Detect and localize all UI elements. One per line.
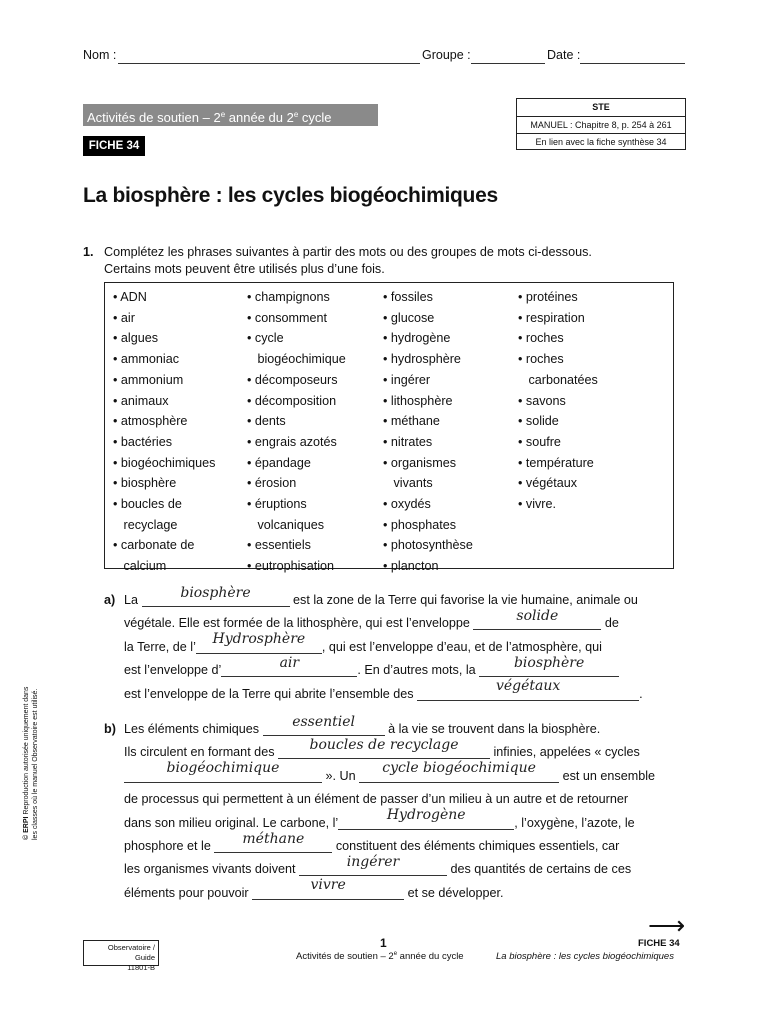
answer-blank[interactable]: boucles de recyclage <box>278 741 490 759</box>
footer-center: Activités de soutien – 2e année du cycle <box>296 951 464 962</box>
word-bank-item: recyclage <box>113 517 178 532</box>
word-bank-item: • oxydés <box>383 497 431 512</box>
word-bank-item: • carbonate de <box>113 538 195 553</box>
answer-blank[interactable]: végétaux <box>417 683 639 701</box>
word-bank-item: • ammonium <box>113 372 184 387</box>
part-a: La biosphère est la zone de la Terre qui favorise la vie humaine, animale ou végétale. Elle est formée de la lithosphère, qui est l’enveloppe solide de la Terre, de l’ Hydrosphère , qui est l’enveloppe d’eau, et de l’atmosphère, qui est l’enveloppe d’ air . En d’autres mots, la biosphère est l’enveloppe de la Terre qui abrite l’ensemble des végétaux . <box>124 584 643 701</box>
ste-lien: En lien avec la fiche synthèse 34 <box>535 137 667 147</box>
ste-title: STE <box>517 99 685 117</box>
word-bank-item: • eutrophisation <box>247 559 335 574</box>
word-bank-item: • dents <box>247 414 286 429</box>
word-bank-col-3 <box>383 287 473 577</box>
word-bank-item: • soufre <box>518 434 561 449</box>
next-page-arrow: ⟶ <box>648 910 686 940</box>
word-bank-item: • photosynthèse <box>383 538 473 553</box>
answer-blank[interactable]: ingérer <box>299 858 447 876</box>
word-bank-item: • animaux <box>113 393 169 408</box>
word-bank-item: • ingérer <box>383 372 431 387</box>
word-bank-item: • ADN <box>113 290 147 304</box>
word-bank-item: vivants <box>383 476 433 491</box>
word-bank-item: • épandage <box>247 455 311 470</box>
word-bank-item: biogéochimique <box>247 352 346 367</box>
word-bank-item: • air <box>113 310 135 325</box>
word-bank-item: • ammoniac <box>113 352 180 367</box>
word-bank-item: • hydrogène <box>383 331 451 346</box>
word-bank-item: • vivre. <box>518 497 556 512</box>
word-bank-item: • bactéries <box>113 434 173 449</box>
page-number: 1 <box>380 936 387 950</box>
fiche-badge: FICHE 34 <box>83 136 145 156</box>
answer-blank[interactable]: Hydrogène <box>338 812 514 830</box>
word-bank-item: • décomposeurs <box>247 372 338 387</box>
groupe-label: Groupe : <box>422 48 471 62</box>
word-bank-item: • biosphère <box>113 476 177 491</box>
word-bank-item: calcium <box>113 559 167 574</box>
word-bank-item: • respiration <box>518 310 585 325</box>
word-bank-item: • fossiles <box>383 290 433 304</box>
part-b-label: b) <box>104 722 116 736</box>
word-bank-item: • engrais azotés <box>247 434 337 449</box>
date-field[interactable] <box>580 63 685 64</box>
word-bank-item: • roches <box>518 352 564 367</box>
question-line-1: Complétez les phrases suivantes à partir des mots ou des groupes de mots ci-dessous. <box>104 245 592 259</box>
word-bank-item: • boucles de <box>113 497 182 512</box>
word-bank-item: • roches <box>518 331 564 346</box>
activites-banner: Activités de soutien – 2e année du 2e cycle <box>83 104 378 126</box>
word-bank-item: carbonatées <box>518 372 598 387</box>
word-bank-item: • biogéochimiques <box>113 455 216 470</box>
guide-box: Observatoire / Guide 11801-B <box>83 940 159 966</box>
word-bank-item: • érosion <box>247 476 297 491</box>
ste-box <box>516 98 686 150</box>
ste-manuel: MANUEL : Chapitre 8, p. 254 à 261 <box>517 117 685 134</box>
side-copyright-note: © ERPI Reproduction autorisée uniquement dans les classes où le manuel Observatoire est utilisé. <box>23 686 39 840</box>
word-bank-item: • hydrosphère <box>383 352 461 367</box>
answer-blank[interactable]: biogéochimique <box>124 765 322 783</box>
groupe-field[interactable] <box>471 63 545 64</box>
answer-blank[interactable]: essentiel <box>263 718 385 736</box>
answer-blank[interactable]: vivre <box>252 882 404 900</box>
word-bank-item: • essentiels <box>247 538 311 553</box>
word-bank-item: • phosphates <box>383 517 457 532</box>
word-bank-item: • cycle <box>247 331 284 346</box>
answer-blank[interactable]: air <box>221 659 357 677</box>
word-bank-item: • organismes <box>383 455 457 470</box>
word-bank-item: • méthane <box>383 414 440 429</box>
date-label: Date : <box>547 48 581 62</box>
part-a-label: a) <box>104 593 116 607</box>
word-bank-item: • solide <box>518 414 559 429</box>
word-bank-item: • décomposition <box>247 393 337 408</box>
footer-fiche: FICHE 34 <box>638 938 680 949</box>
page-title: La biosphère : les cycles biogéochimiques <box>83 184 498 207</box>
word-bank-item: • plancton <box>383 559 439 574</box>
word-bank-item: volcaniques <box>247 517 325 532</box>
answer-blank[interactable]: biosphère <box>142 589 290 607</box>
word-bank-col-1 <box>113 287 215 577</box>
answer-blank[interactable]: cycle biogéochimique <box>359 765 559 783</box>
word-bank-item: • glucose <box>383 310 435 325</box>
question-line-2: Certains mots peuvent être utilisés plus d’une fois. <box>104 262 385 276</box>
word-bank-item: • nitrates <box>383 434 433 449</box>
word-bank-item: • algues <box>113 331 159 346</box>
word-bank-item: • éruptions <box>247 497 307 512</box>
nom-field[interactable] <box>118 63 420 64</box>
question-number: 1. <box>83 245 94 259</box>
footer-title: La biosphère : les cycles biogéochimiques <box>496 951 674 962</box>
answer-blank[interactable]: méthane <box>214 835 332 853</box>
word-bank-item: • protéines <box>518 290 578 304</box>
word-bank-item: • consomment <box>247 310 328 325</box>
answer-blank[interactable]: Hydrosphère <box>196 636 322 654</box>
answer-blank[interactable]: biosphère <box>479 659 619 677</box>
answer-blank[interactable]: solide <box>473 612 601 630</box>
nom-label: Nom : <box>83 48 117 62</box>
word-bank-col-4 <box>518 287 598 515</box>
word-bank-item: • température <box>518 455 594 470</box>
word-bank-col-2 <box>247 287 346 577</box>
word-bank-item: • savons <box>518 393 566 408</box>
word-bank-item: • végétaux <box>518 476 578 491</box>
part-b: Les éléments chimiques essentiel à la vie se trouvent dans la biosphère. Ils circulent en formant des boucles de recyclage infinies, appelées « cycles biogéochimique ». Un cycle biogéochimique est un ensemble de processus qui permettent à un élément de passer d’un milieu à un autre et de retourner dans son milieu original. Le carbone, l’ Hydrogène , l’oxygène, l’azote, le phosphore et le méthane constituent des éléments chimiques essentiels, car les organismes vivants doivent ingérer des quantités de certains de ces éléments pour pouvoir vivre et se développer. <box>124 713 656 900</box>
word-bank-item: • atmosphère <box>113 414 188 429</box>
word-bank <box>104 282 674 574</box>
word-bank-item: • lithosphère <box>383 393 453 408</box>
word-bank-item: • champignons <box>247 290 330 304</box>
